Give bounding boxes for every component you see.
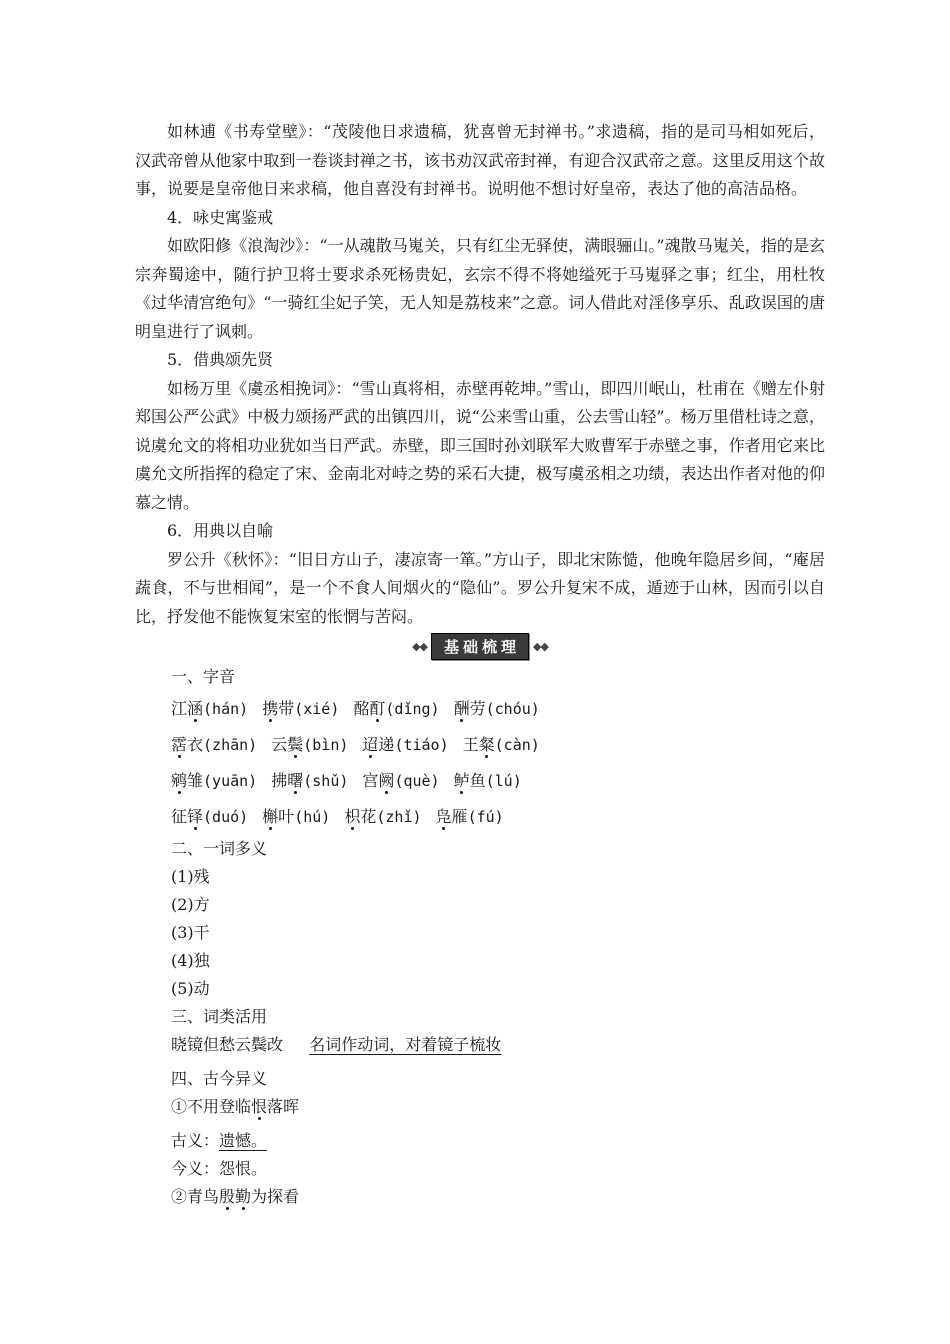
dotted-char: 槲: [262, 807, 279, 826]
usage-line: [135, 1031, 825, 1059]
meaning-item-2: ②青鸟殷勤为探看: [171, 1187, 300, 1206]
polysemy-item: (2)方: [171, 895, 210, 914]
dotted-char: 枳: [344, 807, 361, 826]
pronunciation-item: 云鬓(bìn): [271, 735, 349, 754]
pronunciation-item: 征铎(duó): [171, 807, 249, 826]
dotted-char: 鲈: [453, 771, 470, 790]
pinyin: (dǐng): [385, 700, 440, 718]
pinyin: (yuān): [203, 772, 258, 790]
dotted-char: 曙: [287, 771, 304, 790]
modern-meaning: 今义：怨恨。: [171, 1159, 268, 1178]
meaning-item-1: ①不用登临恨落晖: [171, 1097, 300, 1116]
pinyin: (zhǐ): [376, 808, 422, 826]
dotted-char: 粲: [478, 735, 495, 754]
pronunciation-item: 宫阙(què): [362, 771, 440, 790]
pinyin: (xié): [294, 700, 340, 718]
diamond-right-icon: ◆◆: [533, 639, 548, 653]
pinyin: (tiáo): [394, 736, 449, 754]
banner-title: 基础梳理: [431, 633, 529, 660]
pronunciation-row: [135, 727, 825, 763]
dotted-char: 铎: [187, 807, 204, 826]
heading-4: 4．咏史寓鉴戒: [167, 207, 274, 227]
section-meaning-title: 四、古今异义: [171, 1069, 268, 1088]
pronunciation-list: [135, 691, 825, 835]
document-page: [135, 118, 825, 1211]
pinyin: (hú): [294, 808, 331, 826]
dotted-char: 携: [262, 699, 279, 718]
dotted-char: 酬: [453, 699, 470, 718]
paragraph-ouyangxiu: 如欧阳修《浪淘沙》：“一从魂散马嵬关，只有红尘无驿使，满眼骊山。”魂散马嵬关，指的是玄宗奔蜀途中，随行护卫将士要求杀死杨贵妃，玄宗不得不将她缢死于马嵬驿之事；红尘，用杜牧《过华清宫绝句》“一骑红尘妃子笑，无人知是荔枝来”之意。词人借此对淫侈享乐、乱政误国的唐明皇进行了讽刺。: [135, 236, 825, 341]
dotted-char: 凫: [435, 807, 452, 826]
pronunciation-item: 鹓雏(yuān): [171, 771, 258, 790]
pronunciation-row: [135, 691, 825, 727]
usage-phrase: 晓镜但愁云鬓改: [171, 1035, 284, 1054]
pinyin: (duó): [203, 808, 249, 826]
pinyin: (zhān): [203, 736, 258, 754]
pronunciation-item: 枳花(zhǐ): [344, 807, 422, 826]
dotted-char: 鹓: [171, 771, 188, 790]
pronunciation-row: [135, 799, 825, 835]
section-usage-title: 三、词类活用: [171, 1007, 268, 1026]
pronunciation-item: 槲叶(hú): [262, 807, 331, 826]
section-banner: [135, 631, 825, 661]
pronunciation-item: 携带(xié): [262, 699, 340, 718]
ancient-meaning-value: 遗憾。: [219, 1131, 268, 1150]
pinyin: (fú): [467, 808, 504, 826]
heading-6: 6．用典以自喻: [167, 521, 274, 540]
paragraph-yangwanli: 如杨万里《虞丞相挽词》：“雪山真将相，赤壁再乾坤。”雪山，即四川岷山，杜甫在《赠左仆射郑国公严公武》中极力颂扬严武的出镇四川，说“公来雪山重，公去雪山轻”。杨万里借杜诗之意，说虞允文的将相功业犹如当日严武。赤壁，即三国时孙刘联军大败曹军于赤壁之事，作者用它来比虞允文所指挥的稳定了宋、金南北对峙之势的采石大捷，极写虞丞相之功绩，表达出作者对他的仰慕之情。: [135, 378, 825, 512]
pinyin: (bìn): [303, 736, 349, 754]
pronunciation-item: 鲈鱼(lú): [453, 771, 522, 790]
heading-5: 5．借典颂先贤: [167, 350, 274, 369]
pronunciation-item: 酩酊(dǐng): [353, 699, 440, 718]
usage-answer: 名词作动词，对着镜子梳妆: [309, 1035, 502, 1054]
pinyin: (lú): [485, 772, 522, 790]
ancient-meaning: 古义：遗憾。: [171, 1131, 268, 1150]
polysemy-item: (5)动: [171, 979, 210, 998]
pronunciation-item: 酬劳(chóu): [453, 699, 540, 718]
section-pronunciation-title: 一、字音: [171, 667, 236, 686]
pronunciation-item: 迢递(tiáo): [362, 735, 449, 754]
pinyin: (shǔ): [303, 772, 349, 790]
pinyin: (hán): [203, 700, 249, 718]
dotted-char: 涵: [187, 699, 204, 718]
dotted-char: 迢: [362, 735, 379, 754]
pronunciation-item: 王粲(càn): [462, 735, 540, 754]
dotted-char: 霑: [171, 735, 188, 754]
dotted-char: 恨: [251, 1097, 268, 1116]
pronunciation-item: 拂曙(shǔ): [271, 771, 349, 790]
pronunciation-item: 霑衣(zhān): [171, 735, 258, 754]
section-polysemy-title: 二、一词多义: [171, 839, 268, 858]
dotted-char: 勤: [235, 1187, 252, 1206]
dotted-char: 酊: [369, 699, 386, 718]
pinyin: (què): [394, 772, 440, 790]
pronunciation-item: 凫雁(fú): [435, 807, 504, 826]
dotted-char: 阙: [378, 771, 395, 790]
dotted-char: 殷: [219, 1187, 236, 1206]
pronunciation-row: [135, 763, 825, 799]
pinyin: (chóu): [485, 700, 540, 718]
paragraph-luogongsheng: 罗公升《秋怀》：“旧日方山子，凄凉寄一箪。”方山子，即北宋陈慥，他晚年隐居乡间，“庵居蔬食，不与世相闻”，是一个不食人间烟火的“隐仙”。罗公升复宋不成，遁迹于山林，因而引以自比，抒发他不能恢复宋室的怅惘与苦闷。: [135, 549, 825, 626]
polysemy-item: (4)独: [171, 951, 210, 970]
polysemy-item: (3)干: [171, 923, 210, 942]
paragraph-linbu: 如林逋《书寿堂壁》：“茂陵他日求遗稿，犹喜曾无封禅书。”求遗稿，指的是司马相如死后， 汉武帝曾从他家中取到一卷谈封禅之书，该书劝汉武帝封禅，有迎合汉武帝之意。这里反用这个故事，说要是皇帝他日来求稿，他自喜没有封禅书。说明他不想讨好皇帝，表达了他的高洁品格。: [135, 122, 825, 198]
pronunciation-item: 江涵(hán): [171, 699, 249, 718]
polysemy-item: (1)残: [171, 867, 210, 886]
diamond-left-icon: ◆◆: [412, 639, 427, 653]
dotted-char: 鬓: [287, 735, 304, 754]
pinyin: (càn): [494, 736, 540, 754]
